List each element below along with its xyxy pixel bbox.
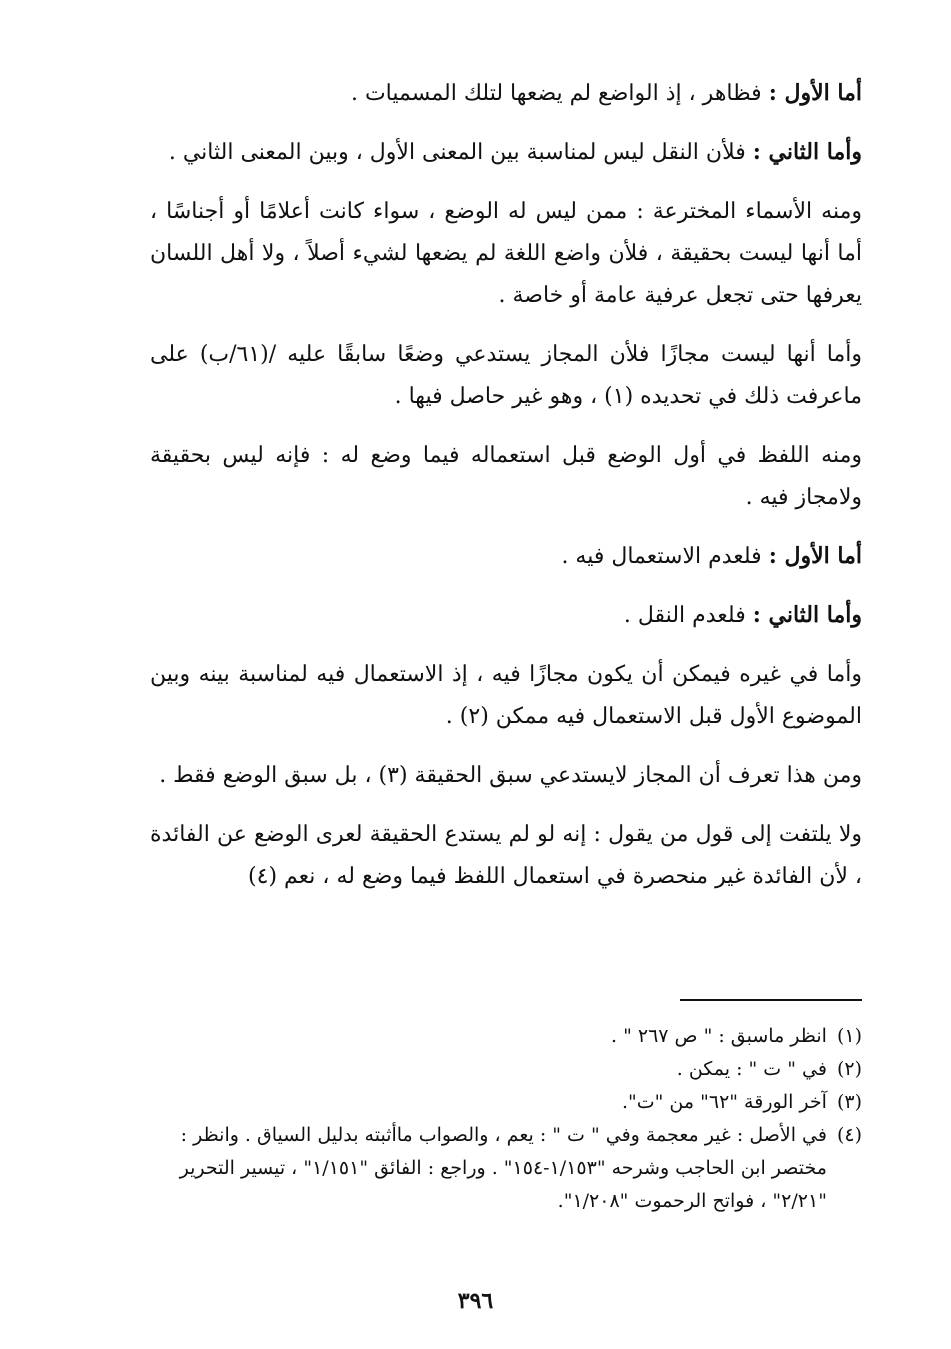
footnote-4	[150, 1119, 862, 1218]
paragraph-text: فظاهر ، إذ الواضع لم يضعها لتلك المسميات .	[350, 81, 769, 106]
paragraph-lead: وأما الثاني :	[752, 602, 862, 628]
paragraph-text: ومن هذا تعرف أن المجاز لايستدعي سبق الحقيقة (٣) ، بل سبق الوضع فقط .	[159, 763, 862, 788]
paragraph-4	[150, 333, 862, 418]
footnote-text: في " ت " : يمكن .	[676, 1058, 827, 1080]
paragraph-3	[150, 190, 862, 317]
paragraph-text: فلعدم النقل .	[623, 603, 753, 628]
paragraph-9	[150, 754, 862, 797]
paragraph-lead: أما الأول :	[768, 543, 862, 569]
paragraph-text: وأما أنها ليست مجازًا فلأن المجاز يستدعي وضعًا سابقًا عليه /(٦١/ب) على ماعرفت ذلك في تحديده (١) ، وهو غير حاصل فيها .	[150, 342, 862, 409]
footnote-1	[150, 1020, 862, 1053]
main-text	[150, 72, 862, 914]
footnote-2	[150, 1053, 862, 1086]
footnote-number: (٤)	[836, 1124, 862, 1146]
paragraph-10	[150, 813, 862, 898]
paragraph-1	[150, 72, 862, 115]
paragraph-2	[150, 131, 862, 174]
paragraph-text: فلعدم الاستعمال فيه .	[561, 544, 769, 569]
paragraph-text: ولا يلتفت إلى قول من يقول : إنه لو لم يستدع الحقيقة لعرى الوضع عن الفائدة ، لأن الفائدة غير منحصرة في استعمال اللفظ فيما وضع له ، نعم (٤)	[150, 822, 862, 889]
paragraph-6	[150, 535, 862, 578]
paragraph-lead: وأما الثاني :	[752, 139, 862, 165]
paragraph-text: ومنه اللفظ في أول الوضع قبل استعماله فيما وضع له : فإنه ليس بحقيقة ولامجاز فيه .	[150, 443, 862, 510]
footnote-text: آخر الورقة "٦٢" من "ت".	[621, 1091, 827, 1113]
paragraph-8	[150, 653, 862, 738]
paragraph-text: فلأن النقل ليس لمناسبة بين المعنى الأول ، وبين المعنى الثاني .	[168, 140, 753, 165]
footnote-text: انظر ماسبق : " ص ٢٦٧ " .	[611, 1025, 827, 1047]
paragraph-text: وأما في غيره فيمكن أن يكون مجازًا فيه ، إذ الاستعمال فيه لمناسبة بينه وبين الموضوع الأول قبل الاستعمال فيه ممكن (٢) .	[150, 662, 862, 729]
paragraph-5	[150, 434, 862, 519]
footnote-divider	[680, 999, 862, 1001]
footnote-number: (١)	[836, 1025, 862, 1047]
footnote-3	[150, 1086, 862, 1119]
paragraph-text: ومنه الأسماء المخترعة : ممن ليس له الوضع ، سواء كانت أعلامًا أو أجناسًا ، أما أنها ليست بحقيقة ، فلأن واضع اللغة لم يضعها لشيء أصلاً ، ولا أهل اللسان يعرفها حتى تجعل عرفية عامة أو خاصة .	[150, 199, 862, 308]
paragraph-lead: أما الأول :	[768, 80, 862, 106]
footnote-number: (٣)	[836, 1091, 862, 1113]
footnote-text: في الأصل : غير معجمة وفي " ت " : يعم ، والصواب ماأثبته بدليل السياق . وانظر : مختصر ابن الحاجب وشرحه "١/١٥٣-١٥٤" . وراجع : الفائق "١/١٥١" ، تيسير التحرير "٢/٢١" ، فواتح الرحموت "١/٢٠٨".	[179, 1124, 827, 1212]
paragraph-7	[150, 594, 862, 637]
footnote-number: (٢)	[836, 1058, 862, 1080]
footnotes	[150, 1020, 862, 1218]
page-number: ٣٩٦	[457, 1288, 494, 1314]
